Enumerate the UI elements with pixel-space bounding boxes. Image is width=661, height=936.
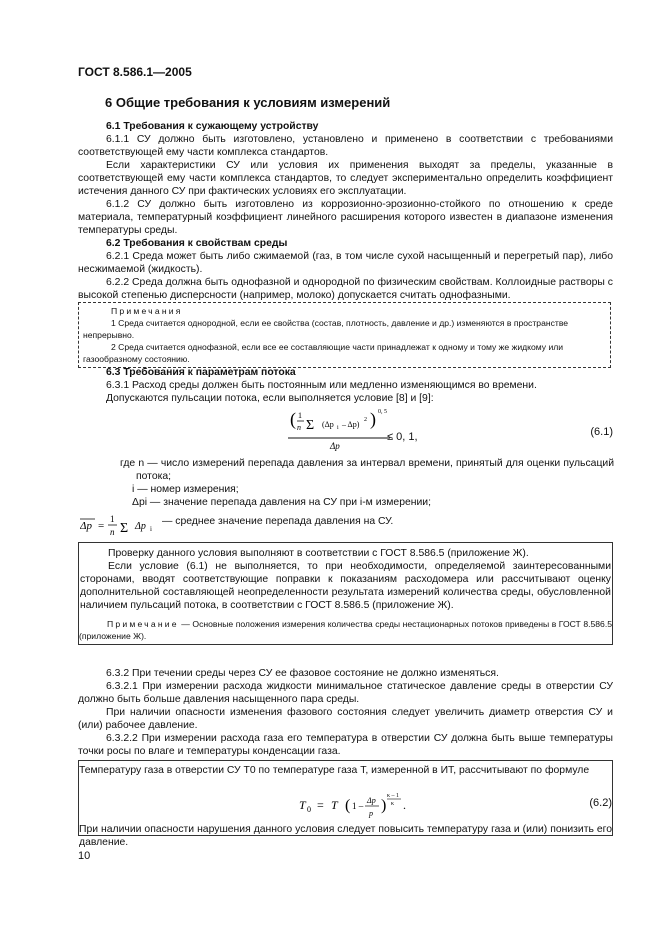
svg-text:.: . <box>403 798 406 812</box>
formula-6-2-graphic <box>299 791 479 823</box>
svg-text:κ: κ <box>391 801 395 807</box>
svg-text:=: = <box>317 798 324 812</box>
paragraph-6-3-2-1: 6.3.2.1 При измерении расхода жидкости минимальное статическое давление среды в отверстии СУ должно быть больше давления насыщенного пара среды. <box>78 681 613 705</box>
legend-n: где n — число измерений перепада давления за интервал времени, принятый для оценки пульсаций потока; <box>120 458 614 482</box>
paragraph-6-1-1-extra: Если характеристики СУ или условия их применения выходят за пределы, указанные в соответствующей ему части комплекса стандартов, то следует экспериментально определить коэффициент истечения данного СУ при фактических условиях его эксплуатации. <box>78 160 613 197</box>
svg-text:1: 1 <box>298 411 302 420</box>
svg-text:1: 1 <box>110 514 115 524</box>
svg-text:Σ: Σ <box>120 521 129 536</box>
section-title: 6 Общие требования к условиям измерений <box>105 95 391 110</box>
formula-6-2 <box>299 791 479 823</box>
svg-text:=: = <box>98 520 105 532</box>
pulsation-box <box>78 542 613 645</box>
frame-paragraph-2: При наличии опасности нарушения данного условия следует повысить температуру газа и (или) понизить его давление. <box>79 824 612 848</box>
subsection-6-3-title: 6.3 Требования к параметрам потока <box>106 367 296 378</box>
svg-text:n: n <box>297 423 301 432</box>
svg-text:Δp: Δp <box>330 441 340 451</box>
box-paragraph-2: Если условие (6.1) не выполняется, то при необходимости, определяемой заинтересованными сторонами, вводят соответствующие поправки к показаниям расходомера или рассчитывают оценку дополнительной составляющей неопределенности результата измерений количества среды, обусловленной наличием пульсаций потока, в соответствии с ГОСТ 8.586.5 (приложение Ж). <box>80 561 611 611</box>
subsection-6-2-title: 6.2 Требования к свойствам среды <box>106 238 288 249</box>
svg-text:κ – 1: κ – 1 <box>387 793 400 799</box>
svg-text:p: p <box>369 809 373 818</box>
formula-legend <box>120 457 614 509</box>
note-2: 2 Среда считается однофазной, если все ее составляющие части принадлежат к одному и тому же жидкому или газообразному состоянию. <box>83 342 564 364</box>
note-1: 1 Среда считается однородной, если ее свойства (состав, плотность, давление и др.) изменяются в пространстве непрерывно. <box>83 318 569 340</box>
paragraph-6-1-2: 6.1.2 СУ должно быть изготовлено из коррозионно-эрозионно-стойкого по отношению к среде материала, температурный коэффициент линейного расширения которого известен в диапазоне изменения температуры среды. <box>78 199 613 236</box>
legend-dp: Δpi — значение перепада давления на СУ при i-м измерении; <box>132 497 431 508</box>
svg-text:): ) <box>381 797 387 814</box>
mean-formula <box>80 510 170 542</box>
svg-text:): ) <box>370 409 376 429</box>
section-6-3-intro <box>78 366 613 405</box>
equation-6-2-number: (6.2) <box>589 797 612 809</box>
svg-text:T: T <box>331 798 338 812</box>
svg-text:n: n <box>110 527 115 537</box>
svg-text:T: T <box>299 798 306 812</box>
svg-text:0: 0 <box>307 805 311 814</box>
paragraph-6-3-2: 6.3.2 При течении среды через СУ ее фазовое состояние не должно изменяться. <box>106 668 499 679</box>
formula-6-1-rhs: ≤ 0, 1, <box>387 431 418 443</box>
svg-text:(Δp: (Δp <box>322 420 334 429</box>
paragraph-6-3-2-2: 6.3.2.2 При измерении расхода газа его температура в отверстии СУ должна быть выше температуры точки росы по влаге и температуры конденсации газа. <box>78 733 613 757</box>
svg-text:i: i <box>337 425 339 431</box>
svg-text:(: ( <box>345 797 351 814</box>
paragraph-6-3-1: 6.3.1 Расход среды должен быть постоянным или медленно изменяющимся во времени. <box>106 380 537 391</box>
box-note-text: — Основные положения измерения количества среды нестационарных потоков приведены в ГОСТ 8.586.5 (приложение Ж). <box>79 619 613 641</box>
paragraph-6-3-1-condition: Допускаются пульсации потока, если выполняется условие [8] и [9]: <box>106 393 434 404</box>
section-6-1-6-2 <box>78 120 613 302</box>
notes-title: Примечания <box>111 306 183 316</box>
frame-paragraph-1: Температуру газа в отверстии СУ T0 по температуре газа T, измеренной в ИТ, рассчитывают по формуле <box>79 765 590 776</box>
svg-text:(: ( <box>290 409 296 429</box>
svg-text:Σ: Σ <box>306 418 315 433</box>
paragraph-6-1-1: 6.1.1 СУ должно быть изготовлено, установлено и применено в соответствии с требованиями соответствующей ему части комплекса стандартов. <box>78 134 613 158</box>
box-note <box>79 618 612 642</box>
mean-formula-graphic <box>80 510 170 542</box>
svg-text:0, 5: 0, 5 <box>378 409 387 415</box>
svg-text:Δp: Δp <box>80 520 92 532</box>
svg-text:– Δp): – Δp) <box>342 420 360 429</box>
box-note-label: Примечание <box>107 619 179 629</box>
svg-text:2: 2 <box>364 417 367 423</box>
legend-mean: — среднее значение перепада давления на СУ. <box>162 516 394 527</box>
paragraph-6-2-1: 6.2.1 Среда может быть либо сжимаемой (газ, в том числе сухой насыщенный и перегретый пар), либо несжимаемой (жидкость). <box>78 251 613 275</box>
section-6-3-2 <box>78 667 613 758</box>
svg-text:i: i <box>150 525 152 533</box>
paragraph-6-2-2: 6.2.2 Среда должна быть однофазной и однородной по физическим свойствам. Коллоидные растворы с высокой степенью дисперсности (например, молоко) допускается считать однофазными. <box>78 277 613 301</box>
equation-6-1-number: (6.1) <box>590 426 613 438</box>
pulsation-box-text <box>79 547 612 612</box>
page-number: 10 <box>78 850 91 862</box>
document-header: ГОСТ 8.586.1—2005 <box>78 65 192 79</box>
svg-text:Δp: Δp <box>367 796 376 805</box>
gas-temperature-box <box>78 760 613 848</box>
notes-box <box>78 302 611 368</box>
formula-6-1-graphic <box>282 405 432 455</box>
svg-text:1 –: 1 – <box>352 801 364 811</box>
paragraph-6-3-2-1-b: При наличии опасности изменения фазового состояния следует увеличить диаметр отверстия СУ и (или) рабочее давление. <box>78 707 613 731</box>
subsection-6-1-title: 6.1 Требования к сужающему устройству <box>106 121 319 132</box>
svg-text:Δp: Δp <box>135 521 146 532</box>
box-paragraph-1: Проверку данного условия выполняют в соответствии с ГОСТ 8.586.5 (приложение Ж). <box>108 548 529 559</box>
formula-6-1 <box>282 405 432 455</box>
legend-i: i — номер измерения; <box>132 484 239 495</box>
